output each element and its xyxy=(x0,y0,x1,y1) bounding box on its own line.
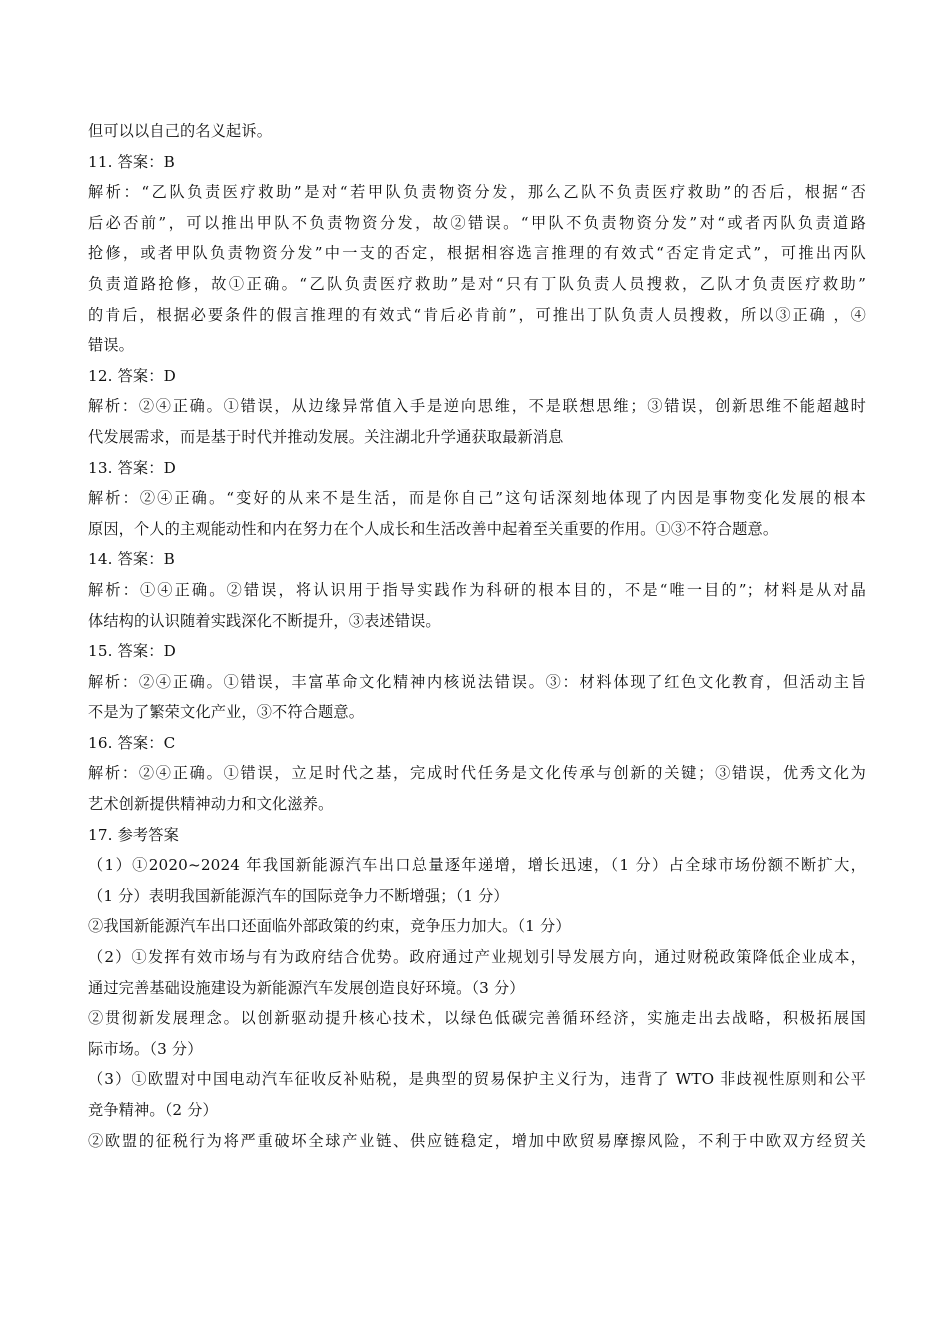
text-line: （1 分）表明我国新能源汽车的国际竞争力不断增强；（1 分） xyxy=(88,886,509,905)
answer-heading: 15. 答案：D xyxy=(88,642,176,661)
text-line: 后必否前”，可以推出甲队不负责物资分发，故②错误。“甲队不负责物资分发”对“或者丙队负责道路 xyxy=(88,213,866,232)
answer-heading: 12. 答案：D xyxy=(88,366,176,385)
text-line: ②我国新能源汽车出口还面临外部政策的约束，竞争压力加大。（1 分） xyxy=(88,917,571,936)
text-line: ②贯彻新发展理念。以创新驱动提升核心技术，以绿色低碳完善循环经济，实施走出去战略，积极拓展国 xyxy=(88,1009,866,1028)
text-line: 解析：①④正确。②错误，将认识用于指导实践作为科研的根本目的，不是“唯一目的”；材料是从对晶 xyxy=(88,580,866,599)
text-line: 代发展需求，而是基于时代并推动发展。关注湖北升学通获取最新消息 xyxy=(88,427,564,446)
text-line: 原因，个人的主观能动性和内在努力在个人成长和生活改善中起着至关重要的作用。①③不符合题意。 xyxy=(88,519,779,538)
text-line: 不是为了繁荣文化产业，③不符合题意。 xyxy=(88,703,365,722)
text-line: 竞争精神。（2 分） xyxy=(88,1101,218,1119)
text-line: 际市场。（3 分） xyxy=(88,1039,203,1058)
answer-heading: 17. 参考答案 xyxy=(88,825,179,844)
answer-heading: 14. 答案：B xyxy=(88,550,175,569)
text-line: 解析：②④正确。①错误，立足时代之基，完成时代任务是文化传承与创新的关键；③错误，优秀文化为 xyxy=(88,764,866,783)
text-line: 解析：②④正确。“变好的从来不是生活，而是你自己”这句话深刻地体现了内因是事物变化发展的根本 xyxy=(88,489,866,508)
text-line: 负责道路抢修，故①正确。“乙队负责医疗救助”是对“只有丁队负责人员搜救，乙队才负责医疗救助” xyxy=(88,274,866,293)
answer-heading: 11. 答案：B xyxy=(88,152,175,171)
text-line: 但可以以自己的名义起诉。 xyxy=(88,122,273,140)
text-line: 体结构的认识随着实践深化不断提升，③表述错误。 xyxy=(88,611,441,630)
text-line: 解析：②④正确。①错误，从边缘异常值入手是逆向思维，不是联想思维；③错误，创新思维不能超越时 xyxy=(88,397,866,416)
text-line: 抢修，或者甲队负责物资分发”中一支的否定，根据相容选言推理的有效式“否定肯定式”，可推出丙队 xyxy=(88,244,866,263)
answer-heading: 16. 答案：C xyxy=(88,733,176,752)
text-line: 解析：“乙队负责医疗救助”是对“若甲队负责物资分发，那么乙队不负责医疗救助”的否后，根据“否 xyxy=(88,183,866,202)
text-line: 解析：②④正确。①错误，丰富革命文化精神内核说法错误。③：材料体现了红色文化教育，但活动主旨 xyxy=(88,672,866,691)
answer-heading: 13. 答案：D xyxy=(88,458,176,477)
text-line: 通过完善基础设施建设为新能源汽车发展创造良好环境。（3 分） xyxy=(88,978,525,997)
text-line: 错误。 xyxy=(88,336,135,355)
text-line: 的肯后，根据必要条件的假言推理的有效式“肯后必肯前”，可推出丁队负责人员搜救，所以③正确 ，④ xyxy=(88,305,866,324)
text-line: （3）①欧盟对中国电动汽车征收反补贴税，是典型的贸易保护主义行为，违背了 WTO 非歧视性原则和公平 xyxy=(88,1070,866,1089)
document-page xyxy=(88,116,866,1156)
text-line: （1）①2020~2024 年我国新能源汽车出口总量逐年递增，增长迅速，（1 分）占全球市场份额不断扩大， xyxy=(88,856,866,875)
text-line: （2）①发挥有效市场与有为政府结合优势。政府通过产业规划引导发展方向，通过财税政策降低企业成本， xyxy=(88,948,866,967)
text-line: ②欧盟的征税行为将严重破坏全球产业链、供应链稳定，增加中欧贸易摩擦风险，不利于中欧双方经贸关 xyxy=(88,1131,866,1150)
text-line: 艺术创新提供精神动力和文化滋养。 xyxy=(88,795,334,814)
